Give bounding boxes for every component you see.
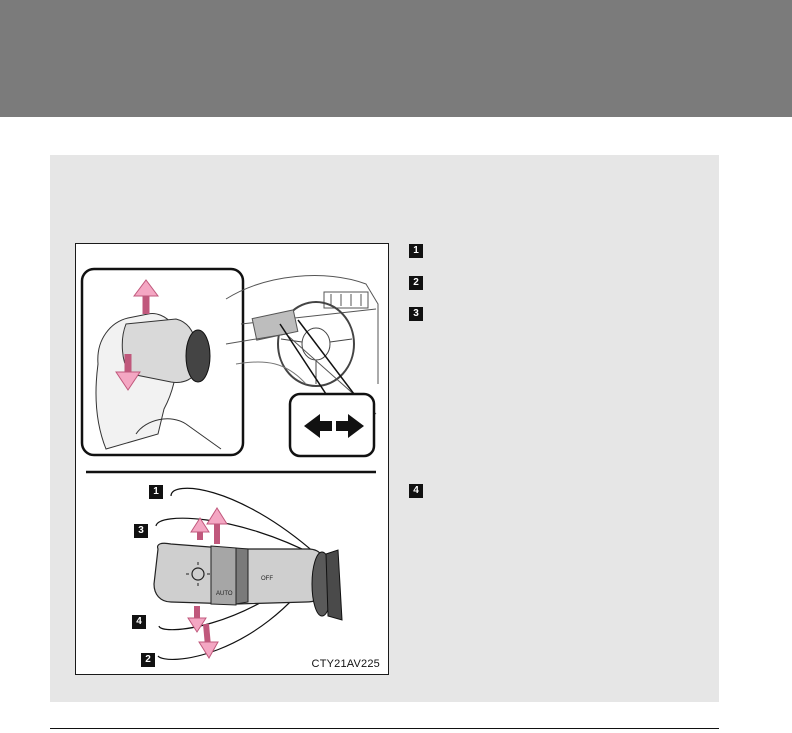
legend-badge-4: 4 <box>409 484 423 498</box>
illustration-frame <box>75 243 389 675</box>
callout-badge-3: 3 <box>134 524 148 538</box>
callout-badge-2: 2 <box>141 653 155 667</box>
header-band <box>0 0 792 117</box>
legend-badge-1: 1 <box>409 244 423 258</box>
callout-badge-1: 1 <box>149 485 163 499</box>
callout-badge-4: 4 <box>132 615 146 629</box>
illustration-svg <box>76 244 390 676</box>
figure-code: CTY21AV225 <box>311 658 380 670</box>
legend-badge-3: 3 <box>409 307 423 321</box>
footer-rule <box>50 728 719 729</box>
auto-mark: AUTO <box>216 591 233 597</box>
off-mark: OFF <box>261 576 273 582</box>
legend-badge-2: 2 <box>409 276 423 290</box>
